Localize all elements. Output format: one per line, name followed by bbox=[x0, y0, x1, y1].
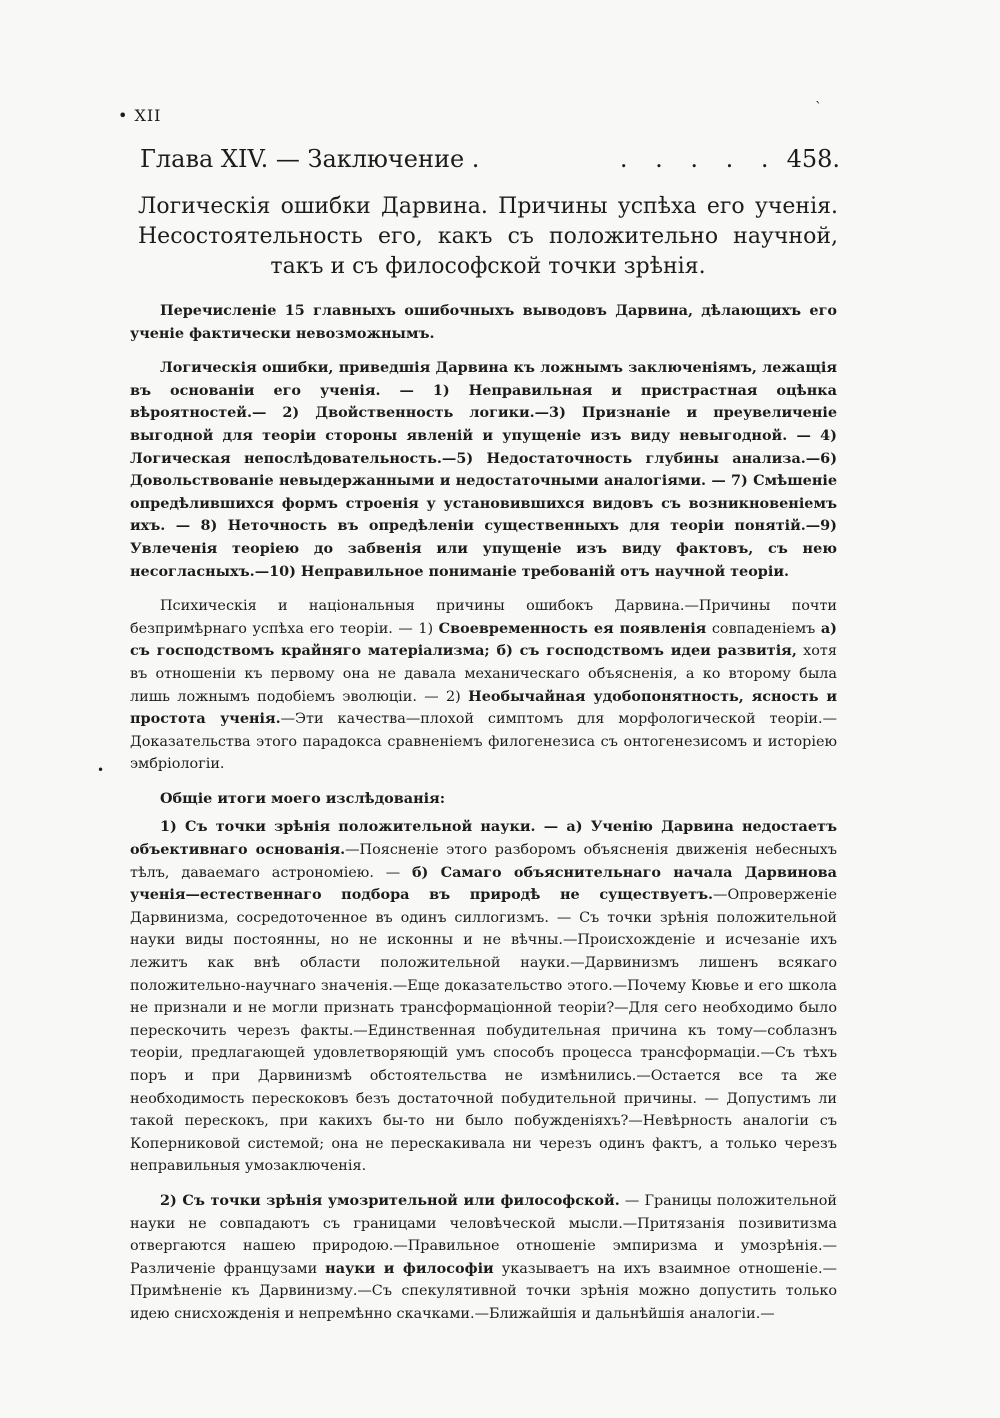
page-number bbox=[118, 106, 161, 125]
bold-run: Необычайная удобопонятность, ясность и простота ученія. bbox=[130, 687, 838, 728]
section-heading-results: Общіе итоги моего изслѣдованія: bbox=[160, 789, 446, 807]
text-run: хотя въ отношеніи къ первому она не давала механическаго объясненія, а ко второму была лишь ложнымъ подобіемъ эволюціи. — 2) bbox=[130, 643, 837, 705]
page-number-text: XII bbox=[134, 106, 162, 125]
paragraph-philosophical bbox=[130, 1190, 837, 1326]
text-run: —Поясненіе этого разборомъ объясненія движенія небесныхъ тѣлъ, даваемаго астрономіею. — bbox=[130, 842, 837, 881]
text-run: — Границы положительной науки не совпадаютъ съ границами человѣческой мысли.—Притязанія позивитизма отвергаются нашею природою.—Правильное отношеніе эмпиризма и умозрѣнія.—Различеніе французами bbox=[130, 1192, 838, 1277]
bold-run: а) съ господствомъ крайняго матеріализма; б) съ господствомъ идеи развитія, bbox=[130, 619, 837, 660]
bold-run: науки и философіи bbox=[325, 1259, 494, 1277]
corner-mark: ` bbox=[815, 100, 822, 116]
paragraph-psychic-causes bbox=[130, 595, 837, 776]
bullet-mark-top: • bbox=[118, 106, 129, 125]
paragraph-logical-errors: Логическія ошибки, приведшія Дарвина къ ложнымъ заключеніямъ, лежащія въ основаніи его ученія. — 1) Неправильная и пристрастная оцѣнка вѣроятностей.— 2) Двойственность логики.—3) Признаніе и преувеличеніе выгодной для теоріи стороны явленій и упущеніе изъ виду невыгодной. — 4) Логическая непослѣдовательность.—5) Недостаточность глубины анализа.—6) Довольствованіе невыдержанными и недостаточными аналогіями. — 7) Смѣшеніе опредѣлившихся формъ строенія у установившихся видовъ съ возникновеніемъ ихъ. — 8) Неточность въ опредѣленіи существенныхъ для теоріи понятій.—9) Увлеченія теоріею до забвенія или упущеніе изъ виду фактовъ, съ нею несогласныхъ.—10) Неправильное пониманіе требованій отъ научной теоріи. bbox=[130, 359, 837, 580]
paragraph-positive-science bbox=[130, 816, 837, 1178]
chapter-subtitle: Логическія ошибки Дарвина. Причины успѣха его ученія. Несостоятельность его, какъ съ положительно научной, такъ и съ философской точки зрѣнія. bbox=[138, 194, 838, 279]
bold-run: 2) Съ точки зрѣнія умозрительной или философской. bbox=[160, 1191, 620, 1209]
text-run: —Эти качества—плохой симптомъ для морфологической теоріи.—Доказательства этого парадокса сравненіемъ филогенезиса съ онтогенезисомъ и исторіею эмбріологіи. bbox=[130, 711, 837, 773]
chapter-line bbox=[140, 145, 840, 173]
paragraph-enumeration: Перечисленіе 15 главныхъ ошибочныхъ выводовъ Дарвина, дѣлающихъ его ученіе фактически невозможнымъ. bbox=[130, 302, 837, 342]
bold-run: Своевременность ея появленія bbox=[438, 619, 707, 637]
bold-run: б) Самаго объяснительнаго начала Дарвинова ученія—естественнаго подбора въ природѣ не существуетъ. bbox=[130, 863, 837, 904]
text-run: указываетъ на ихъ взаимное отношеніе.—Примѣненіе къ Дарвинизму.—Съ спекулятивной точки зрѣнія можно допустить только идею снисхожденія и непремѣнно скачками.—Ближайшія и дальнѣйшія аналогіи.— bbox=[130, 1260, 837, 1322]
chapter-title: Глава XIV. — Заключение . bbox=[140, 145, 480, 173]
chapter-leader-dots: . . . . . bbox=[619, 145, 779, 173]
text-run: совпаденіемъ bbox=[706, 620, 821, 637]
margin-bullet: • bbox=[97, 763, 105, 777]
chapter-body bbox=[130, 300, 837, 1338]
chapter-page: 458. bbox=[786, 145, 840, 173]
text-run: Психическія и національныя причины ошибокъ Дарвина.—Причины почти безпримѣрнаго успѣха его теоріи. — 1) bbox=[130, 598, 837, 637]
text-run: —Опроверженіе Дарвинизма, сосредоточенное въ одинъ силлогизмъ. — Съ точки зрѣнія положительной науки виды постоянны, но не исконны и не вѣчны.—Происхожденіе и исчезаніе ихъ лежитъ как внѣ области положительной науки.—Дарвинизмъ лишенъ всякаго положительно-научнаго значенія.—Еще доказательство этого.—Почему Кювье и его школа не признали и не могли признать трансформаціонной теоріи?—Для сего необходимо было перескочить черезъ факты.—Единственная побудительная причина къ тому—соблазнъ теоріи, предлагающей удовлетворяющій умъ способъ процесса трансформаціи.—Съ тѣхъ поръ и при Дарвинизмѣ обстоятельства не измѣнились.—Остается все та же необходимость перескоковъ безъ достаточной побудительной причины. — Допустимъ ли такой перескокъ, при какихъ бы-то ни было побужденіяхъ?—Невѣрность аналогіи съ Коперниковой системой; она не перескакивала ни черезъ одинъ фактъ, а только черезъ неправильныя умозаключенія. bbox=[130, 887, 837, 1175]
bold-run: 1) Съ точки зрѣнія положительной науки. — а) Ученію Дарвина недостаетъ объективнаго основанія. bbox=[130, 818, 837, 859]
